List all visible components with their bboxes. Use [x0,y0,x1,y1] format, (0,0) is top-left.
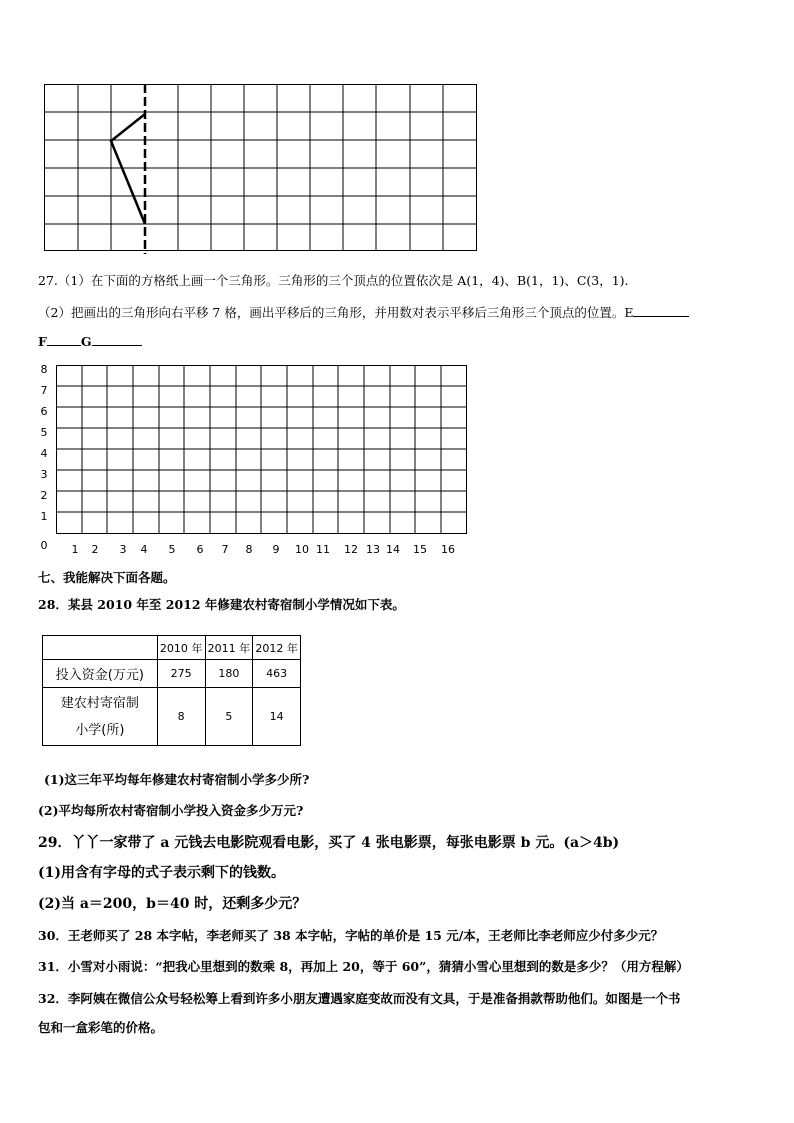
y-tick: 2 [40,489,48,502]
x-tick: 9 [272,543,280,556]
answer-blank-g[interactable] [92,333,142,346]
answer-blank-f[interactable] [47,333,81,346]
table-cell: 275 [157,660,205,688]
y-tick: 8 [40,363,48,376]
table-cell: 5 [205,688,253,746]
table-row [43,660,301,688]
q29-question-2: (2)当 a＝200，b＝40 时，还剩多少元？ [38,896,307,912]
table-cell: 180 [205,660,253,688]
q32-line1: 32．李阿姨在微信公众号轻松筹上看到许多小朋友遭遇家庭变故而没有文具，于是准备捐款帮助他们。如图是一个书 [38,991,681,1006]
x-tick: 2 [91,543,99,556]
row-label-schools-line2: 小学(所) [75,722,125,738]
x-tick: 6 [196,543,204,556]
y-tick: 1 [40,510,48,523]
label-f: F [38,334,47,349]
x-tick: 3 [119,543,127,556]
table-header-cell: 2011 年 [205,636,253,660]
q30-text: 30．王老师买了 28 本字帖，李老师买了 38 本字帖，字帖的单价是 15 元/本，王老师比李老师应少付多少元？ [38,928,664,943]
q28-intro: 28．某县 2010 年至 2012 年修建农村寄宿制小学情况如下表。 [38,597,405,612]
q27-part1: 27.（1）在下面的方格纸上画一个三角形。三角形的三个顶点的位置依次是 A(1，4)、B(1，1)、C(3，1). [38,273,629,288]
q28-question-1: (1)这三年平均每年修建农村寄宿制小学多少所? [44,772,310,787]
x-tick: 10 [295,543,309,556]
answer-blank-e[interactable] [633,304,689,317]
label-g: G [80,334,92,349]
y-tick: 5 [40,426,48,439]
table-cell: 14 [253,688,301,746]
symmetry-grid [44,84,477,251]
x-tick: 12 [344,543,358,556]
table-header-row [43,636,301,660]
x-tick: 15 [413,543,427,556]
y-tick: 7 [40,384,48,397]
q29-intro: 29．丫丫一家带了 a 元钱去电影院观看电影，买了 4 张电影票，每张电影票 b 元。(a＞4b) [38,835,620,851]
y-tick: 4 [40,447,48,460]
x-tick: 8 [245,543,253,556]
table-header-cell: 2010 年 [157,636,205,660]
q27-fg-line [38,333,142,349]
x-tick: 5 [168,543,176,556]
y-tick: 3 [40,468,48,481]
q27-part2-text: （2）把画出的三角形向右平移 7 格，画出平移后的三角形，并用数对表示平移后三角形三个顶点的位置。E [38,305,634,320]
x-tick: 16 [441,543,455,556]
row-label-schools-line1: 建农村寄宿制 [60,695,139,711]
table-cell: 463 [253,660,301,688]
q28-question-2: (2)平均每所农村寄宿制小学投入资金多少万元? [38,803,304,818]
x-tick: 7 [221,543,229,556]
section7-title: 七、我能解决下面各题。 [38,570,176,585]
y-tick: 0 [40,539,48,552]
symmetry-grid-figure [44,84,480,254]
q31-text: 31．小雪对小雨说：“把我心里想到的数乘 8，再加上 20，等于 60”，猜猜小雪心里想到的数是多少？（用方程解） [38,959,689,974]
x-tick: 13 [366,543,380,556]
q32-line2: 包和一盒彩笔的价格。 [38,1020,164,1035]
half-figure [111,114,145,224]
q29-question-1: (1)用含有字母的式子表示剩下的钱数。 [38,865,285,881]
x-tick: 1 [71,543,79,556]
x-tick: 4 [140,543,148,556]
q27-part2 [38,303,689,321]
row-label-schools [43,688,158,746]
table-header-cell: 2012 年 [253,636,301,660]
x-axis-ticks [72,543,456,556]
q28-table [42,635,301,746]
table-row [43,688,301,746]
coordinate-grid [56,365,467,534]
coordinate-grid-figure [34,360,474,558]
x-tick: 14 [386,543,400,556]
table-cell: 8 [157,688,205,746]
table-header-cell [43,636,158,660]
y-tick: 6 [40,405,48,418]
y-axis-ticks [41,363,48,552]
x-tick: 11 [316,543,330,556]
row-label-investment: 投入资金(万元) [43,660,158,688]
